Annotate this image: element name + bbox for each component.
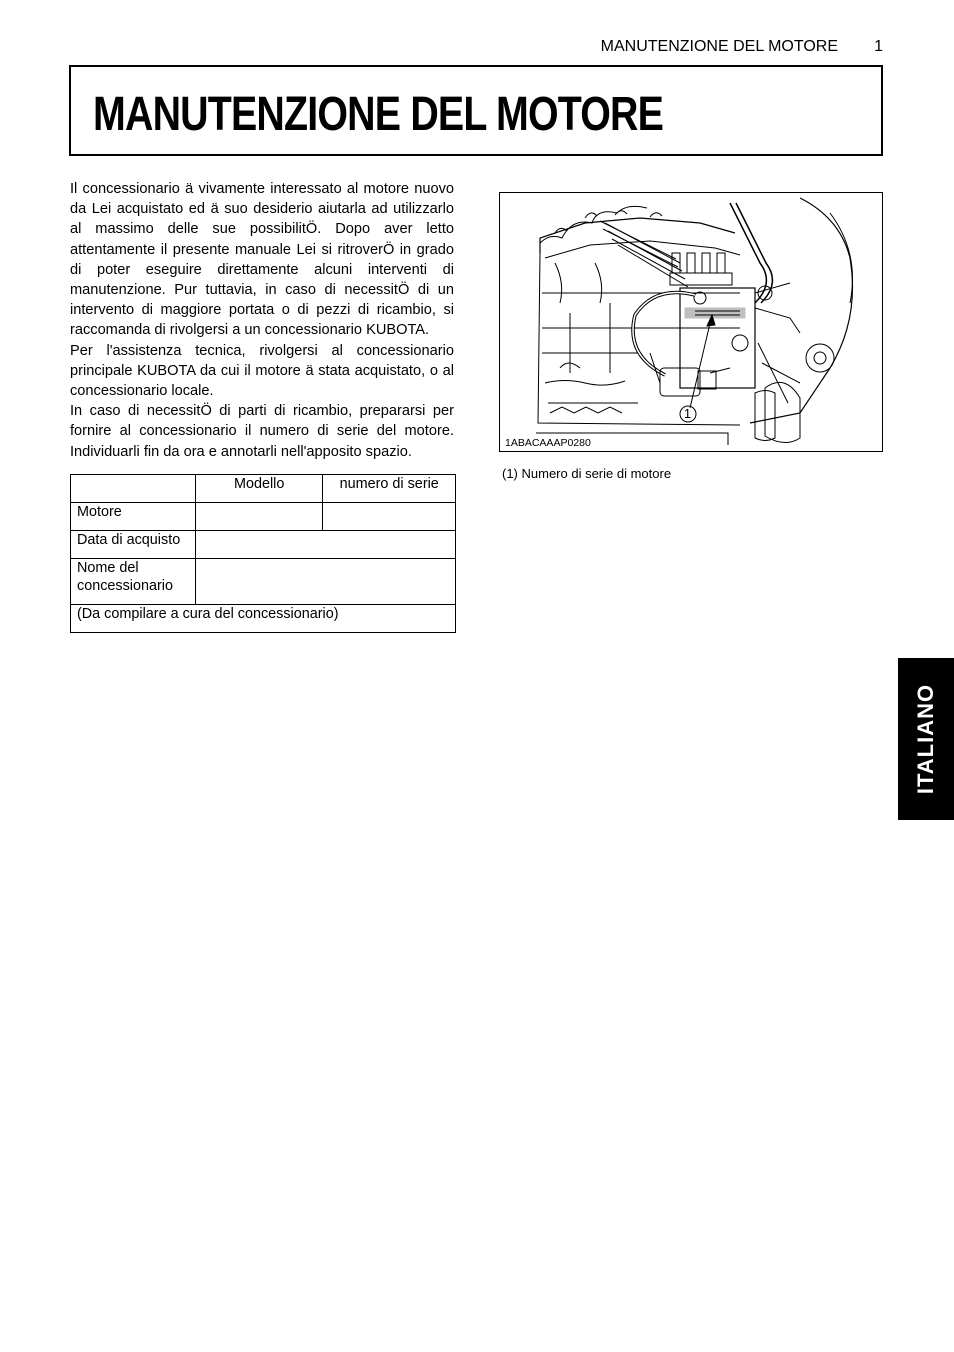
table-row-note	[71, 605, 456, 633]
table-row-purchase-date	[71, 531, 456, 559]
table-header-row	[71, 475, 456, 503]
row-label-engine: Motore	[71, 503, 196, 531]
registration-table	[70, 474, 456, 633]
table-note: (Da compilare a cura del concessionario)	[71, 605, 456, 633]
running-header-title: MANUTENZIONE DEL MOTORE	[600, 38, 838, 55]
page-title: MANUTENZIONE DEL MOTORE	[93, 88, 664, 141]
table-row-dealer-name	[71, 559, 456, 605]
figure-caption: (1) Numero di serie di motore	[502, 466, 672, 481]
dealer-name-field[interactable]	[195, 559, 455, 605]
column-header-model: Modello	[195, 475, 323, 503]
table-row-engine	[71, 503, 456, 531]
engine-model-field[interactable]	[195, 503, 323, 531]
intro-paragraph-2: Per l'assistenza tecnica, rivolgersi al concessionario principale KUBOTA da cui il motore ä stata acquistato, o al concessionario locale.	[70, 342, 454, 400]
row-label-dealer-name: Nome del concessionario	[71, 559, 196, 605]
language-tab-label: ITALIANO	[913, 683, 938, 795]
title-box	[69, 65, 883, 156]
engine-figure	[499, 192, 883, 452]
figure-code: 1ABACAAAP0280	[505, 437, 591, 449]
intro-paragraph-1: Il concessionario ä vivamente interessato al motore nuovo da Lei acquistato ed ä suo desiderio aiutarla ad utilizzarlo al massimo delle sue possibilitÖ. Dopo aver letto attentamente il presente manuale Lei si ritroverÖ in grado di poter eseguire direttamente alcuni interventi di manutenzione. Pur tuttavia, in caso di necessitÖ di un intervento di maggiore portata o di pezzi di ricambio, si raccomanda di rivolgersi a un concessionario KUBOTA.	[70, 181, 454, 339]
table-corner-cell	[71, 475, 196, 503]
intro-paragraph-3: In caso di necessitÖ di parti di ricambio, prepararsi per fornire al concessionario il numero di serie del motore. Individuarli fin da ora e annotarli nell'apposito spazio.	[70, 403, 454, 460]
row-label-purchase-date: Data di acquisto	[71, 531, 196, 559]
language-tab	[898, 658, 954, 820]
engine-serial-field[interactable]	[323, 503, 456, 531]
page-number: 1	[874, 38, 883, 55]
callout-number: 1	[683, 406, 692, 421]
purchase-date-field[interactable]	[195, 531, 455, 559]
intro-text	[70, 179, 454, 462]
running-header	[540, 38, 885, 58]
column-header-serial: numero di serie	[323, 475, 456, 503]
